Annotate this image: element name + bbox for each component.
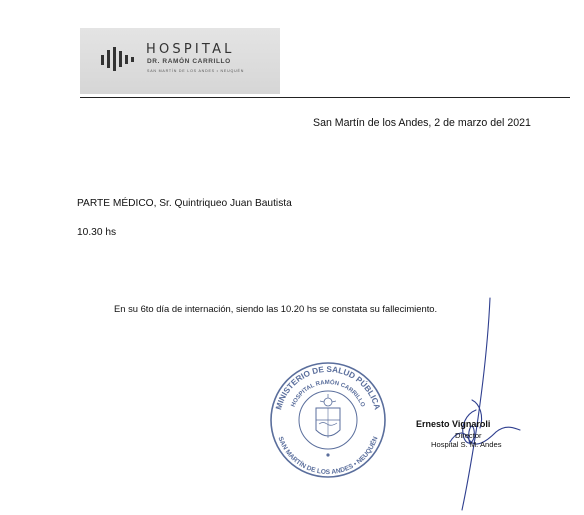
director-title: Director bbox=[455, 431, 482, 440]
official-seal-stamp bbox=[268, 360, 388, 480]
seal-bottom-text: SAN MARTÍN DE LOS ANDES • NEUQUÉN bbox=[276, 435, 380, 477]
coat-of-arms-icon bbox=[316, 394, 340, 438]
seal-outer-text: MINISTERIO DE SALUD PÚBLICA bbox=[274, 364, 382, 411]
hospital-logo bbox=[80, 28, 280, 94]
svg-text:MINISTERIO DE SALUD PÚBLICA bbox=[274, 365, 382, 411]
report-time: 10.30 hs bbox=[77, 227, 117, 238]
place-date: San Martín de los Andes, 2 de marzo del 2021 bbox=[313, 117, 531, 129]
subject-line: PARTE MÉDICO, Sr. Quintriqueo Juan Bautista bbox=[77, 198, 292, 209]
body-text: En su 6to día de internación, siendo las 10.20 hs se constata su fallecimiento. bbox=[114, 303, 438, 314]
handwritten-signature bbox=[410, 292, 540, 514]
director-organization: Hospital S. M. Andes bbox=[431, 440, 502, 449]
svg-text:HOSPITAL RAMÓN CARRILLO bbox=[291, 378, 366, 408]
sound-wave-icon bbox=[100, 46, 138, 72]
logo-subtitle: DR. RAMÓN CARRILLO bbox=[147, 58, 231, 65]
logo-name: HOSPITAL bbox=[146, 42, 235, 57]
director-name: Ernesto Vignaroli bbox=[416, 419, 491, 429]
header-divider bbox=[80, 97, 570, 98]
seal-inner-text: HOSPITAL RAMÓN CARRILLO bbox=[290, 379, 366, 409]
logo-location: SAN MARTÍN DE LOS ANDES • NEUQUÉN bbox=[147, 69, 245, 73]
